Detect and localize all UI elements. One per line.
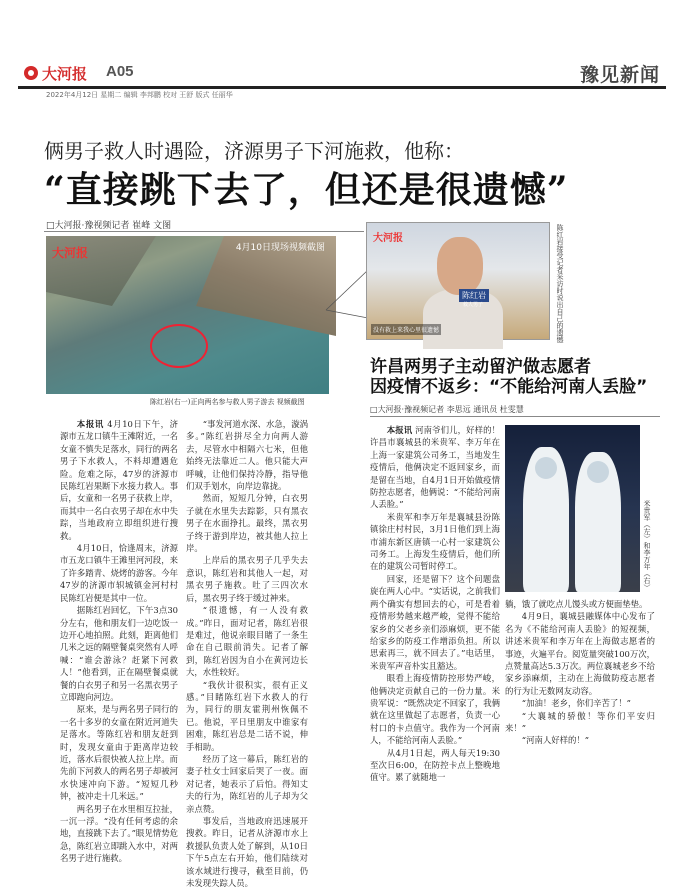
face-shield-right	[587, 461, 609, 483]
lead-word: 本报讯	[386, 425, 413, 435]
svg-text:大河报: 大河报	[42, 65, 88, 83]
paragraph: “很遗憾，有一人没有救成。”昨日，面对记者，陈红岩很是难过，他说亲眼目睹了一条生命在自己眼前消失。记者了解到，陈红岩因为自小在黄河边长大，水性较好。	[186, 605, 308, 678]
callout-lines	[326, 270, 370, 320]
article1-column-1	[60, 418, 178, 865]
article1-rule	[44, 231, 364, 232]
interview-still	[366, 222, 550, 340]
paragraph: 据陈红岩回忆，下午3点30分左右，他和朋友们一边吃饭一边开心地拍照。此刻，距离他们几米之远的隔壁餐桌突然有人呼喊：“谁会游泳？赶紧下河救人！”他看到，正在隔壁餐桌就餐的白衣男子和另一名黑衣男子立即跑向河边。	[60, 605, 178, 702]
paragraph: 眼看上海疫情防控形势严峻，他俩决定贡献自己的一份力量。米贵军说：“既然决定不回家了，我俩就在这里做起了志愿者，负责一心村口的卡点值守。我作为一个河南人，不能给河南人丢脸。”	[370, 673, 500, 746]
inset-caption: 陈红岩接受记者采访时说出自己的遗憾	[556, 224, 564, 343]
paragraph: “我伙计很积实，很有正义感。”目睹陈红岩下水救人的行为，同行的朋友霍荆州恢佩不已。他说，平日里朋友中谁家有困难，陈红岩总是二话不说，伸手相助。	[186, 679, 308, 752]
volunteers-photo	[505, 425, 640, 592]
face-shield-left	[535, 457, 557, 479]
inset-brand: 大河报	[373, 233, 403, 244]
paragraph: “大襄城的骄傲！等你们平安归来！”	[505, 710, 655, 734]
article1-byline: □大河报·豫视频记者 崔峰 文图	[46, 221, 172, 231]
paragraph: 两名男子在水里相互拉扯，一沉一浮。“没有任何考虑的余地，直接跳下去了。”眼见情势危急，陈红岩立即跳入水中，对两名男子进行施救。	[60, 803, 178, 864]
paragraph: 米贵军和李万年是襄城县汾陈镇徐庄村村民，3月1日他们到上海市浦东新区唐镇一心村一家建筑公司务工。上海发生疫情后，他们所在的建筑公司暂时停工。	[370, 511, 500, 572]
article1-subtitle: 俩男子救人时遇险，济源男子下河施救，他称：	[44, 139, 464, 163]
paragraph: 躺，饿了就吃点儿馒头或方便面垫垫。	[505, 599, 648, 609]
lead-word: 本报讯	[76, 419, 104, 429]
section-title: 豫见新闻	[579, 64, 660, 86]
article2-title-line2: 因疫情不返乡：“不能给河南人丢脸”	[370, 377, 648, 397]
dateline: 2022年4月12日 星期二 编辑 李邦鹏 校对 王舒 版式 任丽华	[46, 91, 233, 99]
paragraph: 4月9日，襄城县融媒体中心发布了名为《不能给河南人丢脸》的短视频，讲述米贵军和李万年在上海做志愿者的事迹，火遍平台。阅览量突破100万次，点赞量高达5.3万次。两位襄城老乡不给家乡添麻烦，主动在上海做防疫志愿者的行为让无数网友动容。	[505, 611, 655, 696]
article1-byline-text: 大河报·豫视频记者 崔峰 文图	[54, 221, 172, 231]
paragraph: 经历了这一幕后，陈红岩的妻子杜女士回家后哭了一夜。面对记者，她表示了后怕。得知丈夫的行为，陈红岩的儿子却为父亲点赞。	[186, 753, 308, 814]
paragraph-text: 4月10日下午，济源市五龙口镇牛王滩附近，一名女童不慎失足落水，同行的两名男子下水救人，不料却遭遇危险。危难之际，47岁的济源市民陈红岩果断下水接力救人。事后，女童和一名男子获救上岸，而其中一名白衣男子却在水中失踪，当地政府立即组织进行搜救。	[60, 419, 178, 541]
paragraph: 事发后，当地政府迅速展开搜救。昨日，记者从济源市水上救援队负责人处了解到，从10日下午5点左右开始，他们陆续对该水域进行搜寻，截至目前，仍未发现失踪人员。	[186, 816, 308, 889]
rescue-video-still	[46, 236, 329, 394]
paragraph: 原来，是与两名男子同行的一名十多岁的女童在附近河道失足落水。等陈红岩和朋友赶到时，发现女童由于距离岸边较近，落水后很快被人拉上岸。而先前下河救人的两名男子却被河水快速冲向下游。“短短几秒钟，被冲走十几米远。”	[60, 704, 178, 802]
paragraph: 回家，还是留下？这个问题盘旋在两人心中。“实话说，之前我们两个确实有想回去的心，可是看着疫情形势越来越严峻，觉得不能给家乡的父老乡亲们添麻烦，更不能给家乡的防疫工作增添负担。所以思索再三，就不回去了。”电话里，米贵军声音朴实且豁达。	[370, 573, 500, 671]
photo-brand: 大河报	[52, 246, 89, 260]
article2-byline-text: 大河报·豫视频记者 李思远 通讯员 杜雯慧	[377, 405, 524, 414]
paragraph: 从4月1日起，两人每天19:30至次日6:00，在防控卡点上整晚地值守。累了就随地一	[370, 747, 500, 783]
header-rule	[18, 86, 666, 89]
masthead	[0, 0, 674, 100]
article2-title-line1: 许昌两男子主动留沪做志愿者	[370, 357, 591, 377]
paragraph: 4月10日，恰逢周末，济源市五龙口镇牛王滩里河河段，来了许多踏青、烧烤的游客。今年47岁的济源市轵城镇金河村村民陈红岩便是其中一位。	[60, 543, 178, 603]
interviewee-head	[437, 237, 483, 295]
highlight-circle	[150, 324, 208, 368]
photo-caption: 陈红岩(右一)正向两名参与救人男子游去 视频截图	[150, 398, 305, 406]
paragraph	[370, 424, 500, 511]
article2-rule	[370, 416, 660, 417]
article2-column-2	[505, 598, 655, 747]
name-tag: 陈红岩	[459, 289, 489, 302]
article2-column-1	[370, 424, 500, 784]
paragraph: 然而，短短几分钟，白衣男子就在水里失去踪影，只有黑衣男子在水面挣扎。最终，黑衣男子终于游到岸边，被其他人拉上岸。	[186, 493, 308, 554]
paragraph: 上岸后的黑衣男子几乎失去意识，陈红岩和其他人一起，对黑衣男子施救。吐了三四次水后，黑衣男子终于缓过神来。	[186, 555, 308, 603]
article1-title: “直接跳下去了，但还是很遗憾”	[44, 169, 569, 211]
paragraph: “事发河道水深、水急，漩涡多。”陈红岩拼尽全力向两人游去，尽管水中相隔六七米，但他始终无法靠近二人。他只能大声呼喊，让他们保持冷静，指导他们双手划水，向岸边靠拢。	[186, 419, 308, 492]
page-number: A05	[106, 63, 134, 80]
paragraph	[60, 418, 178, 542]
photo-tag: 4月10日现场视频截图	[235, 243, 325, 253]
paragraph: “河南人好样的！”	[521, 735, 589, 746]
name-subtag: 救人男子	[463, 302, 484, 308]
article2-byline: □大河报·豫视频记者 李思远 通讯员 杜雯慧	[370, 405, 524, 414]
paragraph: “加油！老乡，你们辛苦了！”	[521, 698, 631, 709]
article1-column-2	[186, 418, 308, 889]
subtitle-bar: 没有救上来我心里很遗憾	[371, 324, 441, 335]
dahebao-logo	[22, 64, 102, 82]
paragraph-text: 河南爷们儿，好样的！许昌市襄城县的米贵军、李万年在上海一家建筑公司务工，当地发生疫情后，他俩决定不返回家乡，而是留在当地，自4月1日开始做疫情防控志愿者，他俩说：“不能给河南人丢脸。”	[370, 425, 501, 510]
volunteers-caption: 米贵军（左）和李万年（右）	[643, 500, 651, 591]
